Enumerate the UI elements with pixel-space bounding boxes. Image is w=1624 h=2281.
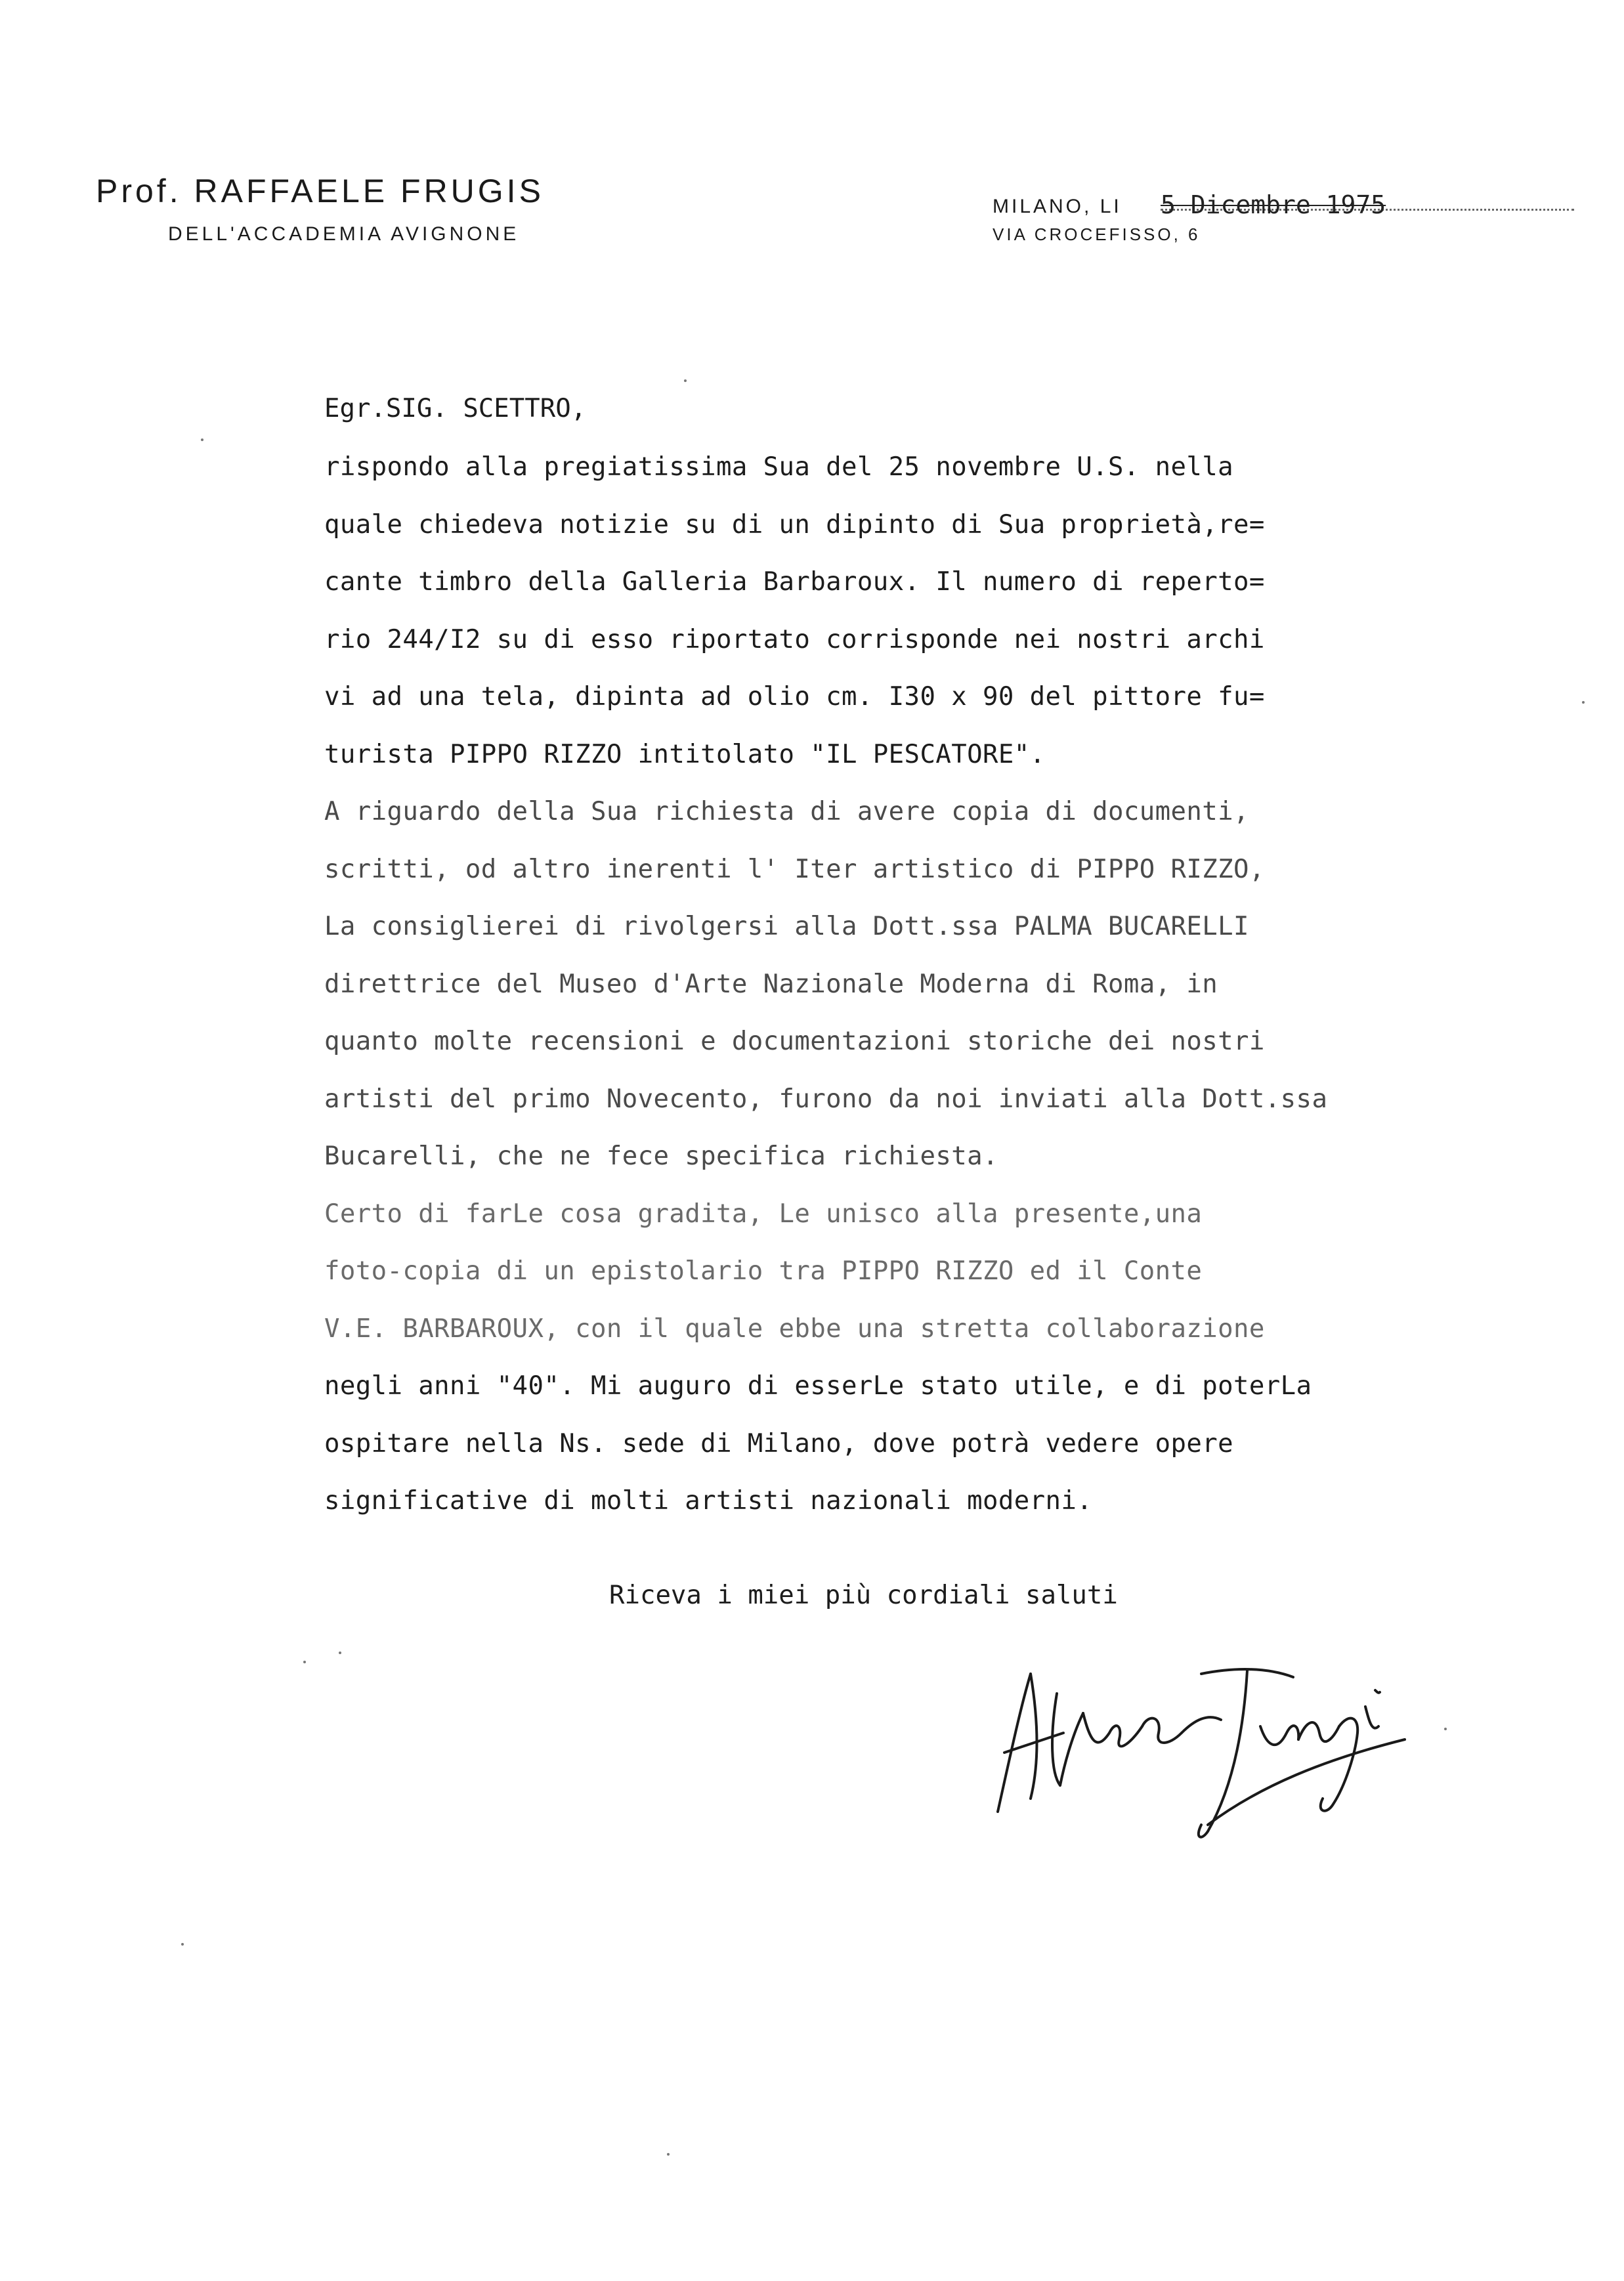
- letter-line: direttrice del Museo d'Arte Nazionale Moderna di Roma, in: [324, 969, 1218, 999]
- salutation: Egr.SIG. SCETTRO,: [324, 394, 587, 423]
- paper-speck: [1582, 701, 1585, 704]
- paper-speck: [303, 1661, 306, 1663]
- letter-line: ospitare nella Ns. sede di Milano, dove potrà vedere opere: [324, 1428, 1234, 1459]
- letterhead-academy: DELL'ACCADEMIA AVIGNONE: [168, 223, 520, 245]
- letter-line: rispondo alla pregiatissima Sua del 25 novembre U.S. nella: [324, 452, 1234, 482]
- letter-line: quale chiedeva notizie su di un dipinto di Sua proprietà,re=: [324, 509, 1265, 540]
- letter-line: Certo di farLe cosa gradita, Le unisco alla presente,una: [324, 1199, 1203, 1229]
- letter-date: 5 Dicembre 1975: [1161, 190, 1386, 219]
- paper-speck: [1444, 1728, 1447, 1730]
- paper-speck: [181, 1943, 184, 1946]
- closing-salutation: Riceva i miei più cordiali saluti: [609, 1581, 1118, 1610]
- letterhead-name: [96, 172, 544, 210]
- paper-speck: [339, 1652, 341, 1654]
- letter-line: significative di molti artisti nazionali moderni.: [324, 1486, 1093, 1516]
- letter-line: La consiglierei di rivolgersi alla Dott.ssa PALMA BUCARELLI: [324, 912, 1249, 941]
- letterhead-address: VIA CROCEFISSO, 6: [993, 224, 1201, 244]
- letterhead-prefix: Prof.: [96, 173, 182, 209]
- letterhead-fullname: RAFFAELE FRUGIS: [194, 173, 544, 209]
- letter-body: [324, 379, 1480, 1530]
- paper-speck: [201, 438, 203, 441]
- paper-speck: [667, 2153, 670, 2156]
- letter-line: quanto molte recensioni e documentazioni storiche dei nostri: [324, 1027, 1265, 1056]
- letter-line: vi ad una tela, dipinta ad olio cm. I30 x 90 del pittore fu=: [324, 682, 1265, 712]
- handwritten-signature: [985, 1654, 1418, 1851]
- letterhead-city: MILANO, LI: [993, 196, 1122, 217]
- letter-line: artisti del primo Novecento, furono da noi inviati alla Dott.ssa: [324, 1084, 1328, 1114]
- letter-line: rio 244/I2 su di esso riportato corrisponde nei nostri archi: [324, 624, 1265, 654]
- letter-line: turista PIPPO RIZZO intitolato "IL PESCATORE".: [324, 739, 1046, 769]
- letter-line: foto-copia di un epistolario tra PIPPO RIZZO ed il Conte: [324, 1256, 1203, 1286]
- letter-line: scritti, od altro inerenti l' Iter artistico di PIPPO RIZZO,: [324, 854, 1265, 884]
- paper-speck: [684, 379, 687, 382]
- letter-line: negli anni "40". Mi auguro di esserLe stato utile, e di poterLa: [324, 1371, 1312, 1401]
- letter-line: A riguardo della Sua richiesta di avere copia di documenti,: [324, 797, 1249, 826]
- letter-line: Bucarelli, che ne fece specifica richiesta.: [324, 1141, 998, 1171]
- letter-line: cante timbro della Galleria Barbaroux. Il numero di reperto=: [324, 567, 1265, 597]
- letter-line: V.E. BARBAROUX, con il quale ebbe una stretta collaborazione: [324, 1313, 1265, 1344]
